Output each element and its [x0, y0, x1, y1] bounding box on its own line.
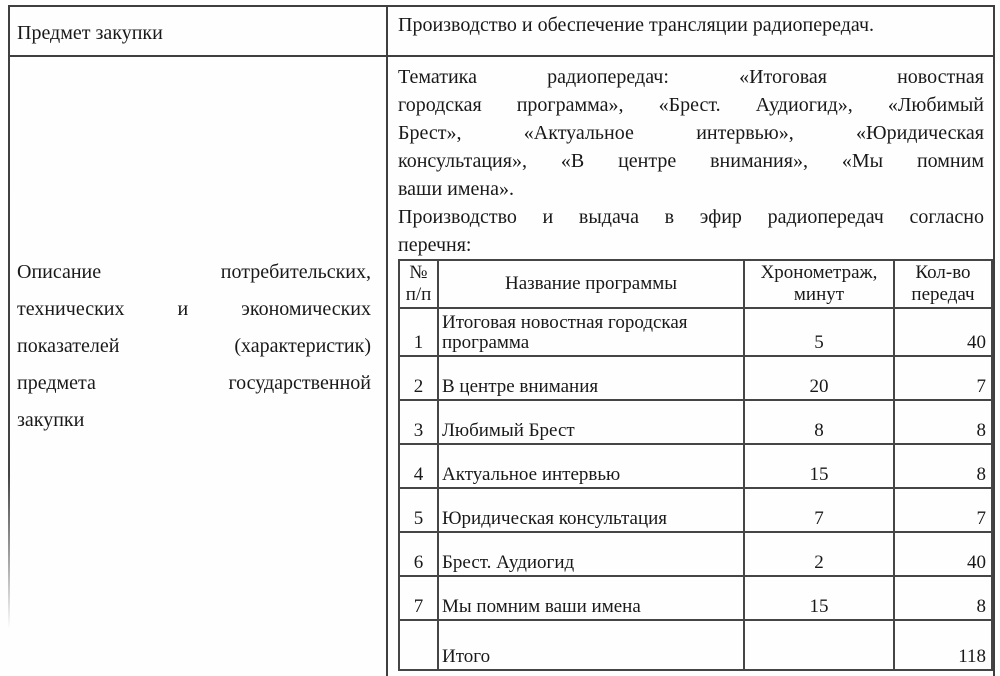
program-duration: 2 — [744, 532, 894, 576]
program-name: В центре внимания — [438, 356, 744, 400]
purchase-subject-value-cell — [388, 7, 993, 57]
table-row — [399, 488, 992, 532]
program-duration: 15 — [744, 576, 894, 620]
program-count: 8 — [894, 400, 992, 444]
row-number: 4 — [399, 444, 438, 488]
row-number — [399, 620, 438, 670]
schedule-header-row — [399, 260, 992, 308]
program-duration: 5 — [744, 308, 894, 356]
description-label-line: показателей (характеристик) — [17, 335, 371, 357]
themes-paragraph-line: Тематика радиопередач: «Итоговая новостная — [398, 66, 984, 88]
row-number: 7 — [399, 576, 438, 620]
program-count: 40 — [894, 308, 992, 356]
program-name: Актуальное интервью — [438, 444, 744, 488]
description-label-line: закупки — [17, 409, 85, 431]
table-row — [399, 444, 992, 488]
total-count: 118 — [894, 620, 992, 670]
table-row — [399, 576, 992, 620]
themes-paragraph-line: консультация», «В центре внимания», «Мы помним — [398, 150, 984, 172]
schedule-intro-paragraph — [398, 203, 984, 259]
program-name: Итоговая новостная городская программа — [438, 308, 744, 356]
program-name: Мы помним ваши имена — [438, 576, 744, 620]
program-count: 7 — [894, 488, 992, 532]
program-name: Брест. Аудиогид — [438, 532, 744, 576]
table-row — [399, 532, 992, 576]
table-row — [399, 356, 992, 400]
row-number: 5 — [399, 488, 438, 532]
program-name: Любимый Брест — [438, 400, 744, 444]
purchase-subject-label: Предмет закупки — [17, 22, 163, 44]
description-content-cell — [388, 57, 993, 676]
total-label: Итого — [438, 620, 744, 670]
schedule-intro-line: Производство и выдача в эфир радиопередач согласно — [398, 206, 984, 228]
description-label-line: технических и экономических — [17, 298, 371, 320]
description-label-line: предмета государственной — [17, 372, 371, 394]
program-duration: 7 — [744, 488, 894, 532]
themes-paragraph — [398, 63, 984, 203]
total-duration — [744, 620, 894, 670]
row-number: 6 — [399, 532, 438, 576]
col-header-name: Название программы — [438, 260, 744, 308]
total-row — [399, 620, 992, 670]
row-number: 1 — [399, 308, 438, 356]
purchase-subject-value: Производство и обеспечение трансляции радиопередач. — [398, 14, 875, 36]
program-name: Юридическая консультация — [438, 488, 744, 532]
description-label-line: Описание потребительских, — [17, 261, 371, 283]
table-row — [399, 308, 992, 356]
col-header-count: Кол-во передач — [894, 260, 992, 308]
program-duration: 20 — [744, 356, 894, 400]
col-header-duration: Хронометраж, минут — [744, 260, 894, 308]
program-schedule-table — [398, 259, 993, 671]
col-header-number: № п/п — [399, 260, 438, 308]
program-duration: 15 — [744, 444, 894, 488]
themes-paragraph-line: Брест», «Актуальное интервью», «Юридическая — [398, 122, 984, 144]
schedule-intro-line: перечня: — [398, 234, 472, 256]
program-count: 40 — [894, 532, 992, 576]
purchase-subject-label-cell — [8, 7, 388, 57]
procurement-info-table — [8, 5, 995, 676]
themes-paragraph-line: городская программа», «Брест. Аудиогид», «Любимый — [398, 94, 984, 116]
program-count: 7 — [894, 356, 992, 400]
row-number: 3 — [399, 400, 438, 444]
program-count: 8 — [894, 444, 992, 488]
row-number: 2 — [399, 356, 438, 400]
themes-paragraph-line: ваши имена». — [398, 178, 514, 200]
description-label-cell — [8, 57, 388, 676]
program-count: 8 — [894, 576, 992, 620]
table-row — [399, 400, 992, 444]
program-duration: 8 — [744, 400, 894, 444]
